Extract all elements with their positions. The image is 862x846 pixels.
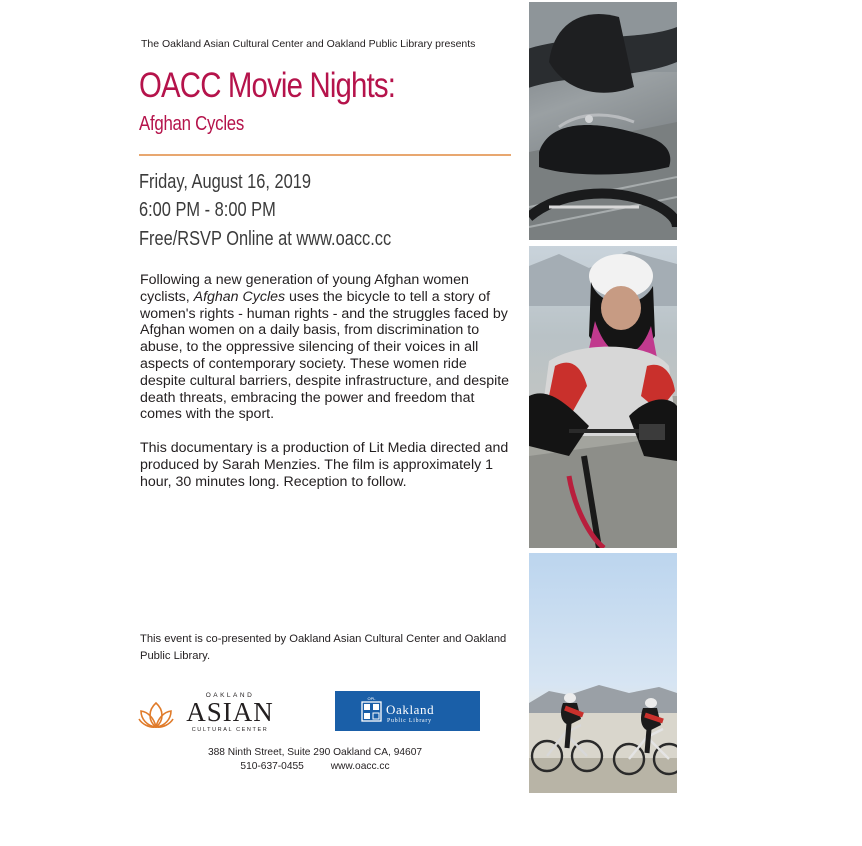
copresent-note: This event is co-presented by Oakland Asian Cultural Center and Oakland Public Library. — [140, 633, 507, 662]
description-paragraph-1: Following a new generation of young Afghan women cyclists, Afghan Cycles uses the bicycle to tell a story of women's rights - human rights - and the struggles faced by Afghan women on a daily basis, from discrimination to abuse, to the oppressive silencing of their voices in all aspects of contemporary society. These women ride despite cultural barriers, despite infrastructure, and despite death threats, embracing the power and freedom that comes with the sport. — [140, 272, 510, 423]
opl-logo-sub-text: Public Library — [387, 718, 432, 724]
photo-cyclists-riding — [529, 553, 677, 793]
lotus-icon — [138, 688, 283, 734]
footer-website: www.oacc.cc — [330, 761, 390, 772]
film-name: Afghan Cycles — [193, 288, 286, 305]
footer-phone: 510-637-0455 — [240, 761, 304, 772]
description-paragraph-2: This documentary is a production of Lit Media directed and produced by Sarah Menzies. The film is approximately 1 hour, 30 minutes long. Reception to follow. — [140, 440, 509, 490]
page-title: OACC Movie Nights: — [139, 66, 396, 105]
footer-address: 388 Ninth Street, Suite 290 Oakland CA, 94607 — [207, 747, 423, 758]
footer-contact — [140, 746, 490, 774]
presenter-line: The Oakland Asian Cultural Center and Oakland Public Library presents — [141, 38, 476, 50]
oacc-logo — [138, 688, 283, 734]
footer-row — [140, 760, 490, 774]
opl-icon-letters: OPL — [367, 696, 376, 701]
event-date: Friday, August 16, 2019 — [139, 171, 312, 193]
library-tree-icon — [362, 696, 381, 721]
opl-logo — [335, 691, 480, 731]
event-rsvp: Free/RSVP Online at www.oacc.cc — [139, 228, 392, 250]
photo-shoe-on-pedal — [529, 2, 677, 240]
opl-logo-art — [335, 691, 480, 731]
oacc-logo-bottom-text: CULTURAL CENTER — [191, 727, 269, 733]
opl-logo-main-text: Oakland — [386, 702, 435, 717]
description — [140, 272, 512, 508]
oacc-logo-main-text: ASIAN — [186, 697, 274, 727]
event-time: 6:00 PM - 8:00 PM — [139, 199, 276, 221]
divider — [139, 154, 511, 156]
film-title: Afghan Cycles — [139, 113, 245, 135]
photo-cyclist-portrait — [529, 246, 677, 548]
oacc-logo-top-text: OAKLAND — [205, 692, 255, 699]
